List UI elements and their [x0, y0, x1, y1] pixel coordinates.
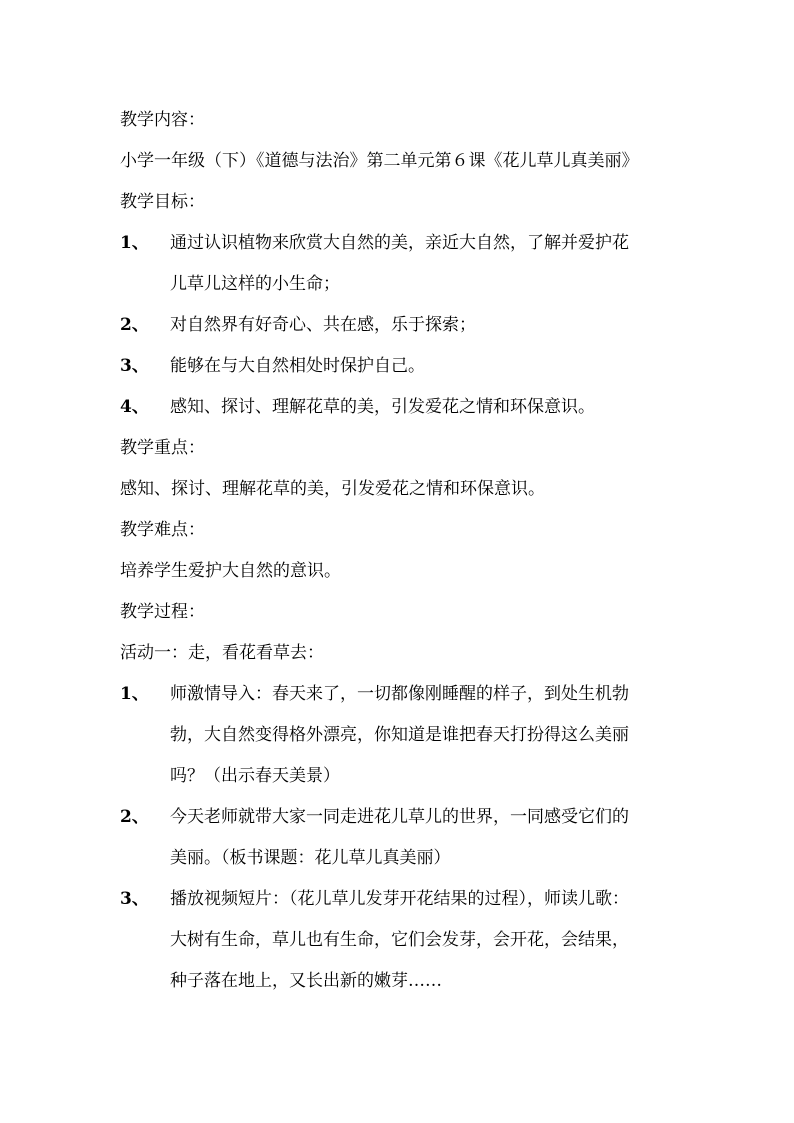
process-heading: 教学过程：	[120, 602, 205, 622]
goal-text-line: 能够在与大自然相处时保护自己。	[170, 356, 425, 376]
key-heading: 教学重点：	[120, 438, 205, 458]
step-text-line: 大树有生命，草儿也有生命，它们会发芽，会开花，会结果，	[170, 930, 629, 950]
difficulty-heading: 教学难点：	[120, 520, 205, 540]
goal-number: 3、	[120, 356, 149, 376]
content-heading: 教学内容：	[120, 110, 205, 130]
course-line: 小学一年级（下）《道德与法治》第二单元第６课《花儿草儿真美丽》	[120, 151, 639, 171]
goal-number: 2、	[120, 315, 149, 335]
goal-text-line: 对自然界有好奇心、共在感，乐于探索；	[170, 315, 476, 335]
goal-item	[120, 305, 680, 346]
difficulty-text: 培养学生爱护大自然的意识。	[120, 561, 341, 581]
goal-number: 4、	[120, 397, 149, 417]
goal-item	[120, 223, 680, 305]
step-number: 3、	[120, 889, 149, 909]
step-item	[120, 797, 680, 879]
step-item	[120, 674, 680, 797]
goal-text-line: 感知、探讨、理解花草的美，引发爱花之情和环保意识。	[170, 397, 595, 417]
step-number: 1、	[120, 684, 149, 704]
goal-item	[120, 387, 680, 428]
step-text-line: 播放视频短片：（花儿草儿发芽开花结果的过程），师读儿歌：	[170, 889, 629, 909]
step-text-line: 师激情导入：春天来了，一切都像刚睡醒的样子，到处生机勃	[170, 684, 629, 704]
goals-heading: 教学目标：	[120, 192, 205, 212]
step-item	[120, 879, 680, 1002]
step-text-line: 美丽。（板书课题：花儿草儿真美丽）	[170, 848, 451, 868]
step-text-line: 勃，大自然变得格外漂亮，你知道是谁把春天打扮得这么美丽	[170, 725, 629, 745]
goal-number: 1、	[120, 233, 149, 253]
goal-text-line: 通过认识植物来欣赏大自然的美，亲近大自然，了解并爱护花	[170, 233, 629, 253]
document-page	[120, 100, 680, 1002]
step-text-line: 吗？（出示春天美景）	[170, 766, 340, 786]
key-text: 感知、探讨、理解花草的美，引发爱花之情和环保意识。	[120, 479, 545, 499]
goal-item	[120, 346, 680, 387]
step-text-line: 种子落在地上，又长出新的嫩芽……	[170, 971, 442, 991]
goal-text-line: 儿草儿这样的小生命；	[170, 274, 340, 294]
step-number: 2、	[120, 807, 149, 827]
step-text-line: 今天老师就带大家一同走进花儿草儿的世界，一同感受它们的	[170, 807, 629, 827]
activity-heading: 活动一：走，看花看草去：	[120, 643, 324, 663]
